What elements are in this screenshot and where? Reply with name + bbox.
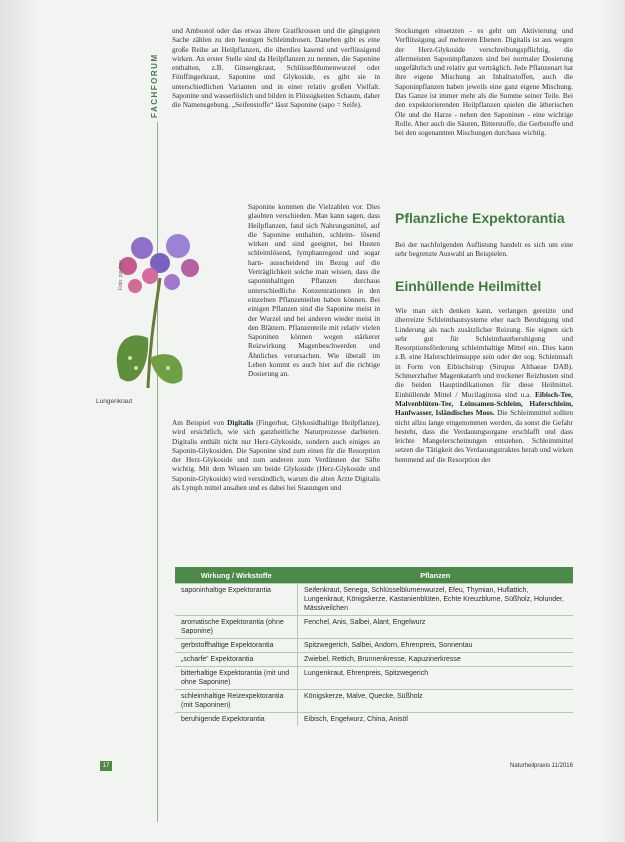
table-row [175,713,573,727]
table-cell: gerbstoffhaltige Expektorantia [175,639,298,653]
table-cell: Eibisch, Engelwurz, China, Anisöl [298,713,574,727]
text-run: (Fingerhut, Glykosidhaltige Heilpflanze), wird ersichtlich, wie sich ganzheitliche Naturprozesse darbieten. Digitalis enthält nicht nur Herz-Glykoside, sondern auch einiges an Saponin-Glykosiden. Die Saponine sind zum einen für die Resorption der Herz-Glykoside und zum anderen zum Verdünnen der Säfte wichtig. Mit dem Wissen um beide Glykoside (Herz-Glykoside und Saponin-Glykoside) wird verständlich, warum die alten Ärzte Digitalis als Lymph mittel ansahen und es dabei bei Stauungen und [172,418,380,493]
table-cell: Lungenkraut, Ehrenpreis, Spitzwegerich [298,667,574,690]
table-row [175,584,573,616]
section-label: FACHFORUM [150,53,159,118]
left-column-top [172,26,380,118]
table-cell: „scharfe“ Expektorantia [175,653,298,667]
bold-term: Digitalis [227,418,254,427]
table-row [175,616,573,639]
left-column-bottom [172,418,380,500]
table-cell: schleimhaltige Reizexpektorantia (mit Saponinen) [175,690,298,713]
expektorantia-table [175,567,573,726]
table-cell: Zwiebel, Rettich, Brunnenkresse, Kapuzinerkresse [298,653,574,667]
paragraph: Saponine kommen die Vielzahlen vor. Dies glaubten verschieden. Man kann sagen, dass Heilpflanzen, fand sich Nahrungsmittel, auf die Saponine enthalten, schleim- lösend wirken und sind geeignet, bei Husten schleimlösend, lymphanregend und sogar harn- ausscheidend im Bezug auf die Verträglichkeit solche man wissen, dass die saponinhaltigen Pflanzen durchaus unterschiedliche Konzentrationen in den einzelnen Pflanzenteilen haben können. Bei einigen Pflanzen sind die Saponine meist in der Wurzel und bei anderen wieder meist in den Blättern. Pflanzenteile mit relativ vielen Saponinen können wegen stärkerer Reizwirkung Magenbeschwerden und Ähnliches verursachen. Wie überall im Leben kommt es auch hier auf die richtige Dosierung an. [248,202,380,379]
table-row [175,690,573,713]
table-cell: beruhigende Expektorantia [175,713,298,727]
text-run: Am Beispiel von [172,418,228,427]
right-column-heil [395,306,573,472]
text-run: Die Schleimmittel sollten nicht allzu lange eingenommen werden, da sonst die Gefahr besteht, dass die Verdauungsorgane erschlafft und dass leichte Mangelerscheinungen entstehen. Schleimmittel setzen die Tätigkeit des Verdauungstraktes herab und wirken hemmend auf die Resorption der [395,408,573,464]
table-row [175,639,573,653]
bold-term: Eibisch-Tee, Malvenblüten-Tee, Leinsamen-Schleim, Haferschleim, Hanfwasser, Isländisches Moos. [395,389,573,418]
left-column-mid [248,202,380,387]
table-cell: aromatische Expektorantia (ohne Saponine) [175,616,298,639]
table-row [175,667,573,690]
table-cell: Fenchel, Anis, Salbei, Alant, Engelwurz [298,616,574,639]
heading-expektorantia: Pflanzliche Expektorantia [395,210,565,226]
paragraph [395,306,573,464]
table-header: Wirkung / Wirkstoffe [175,567,298,584]
photo-credit: Foto: pixabay [118,260,124,291]
table-cell: Spitzwegerich, Salbei, Andorn, Ehrenpreis, Sonnentau [298,639,574,653]
table-row [175,653,573,667]
paragraph: Bei der nachfolgenden Auflistung handelt es sich um eine sehr begrenzte Auswahl an Beispielen. [395,240,573,259]
page-number: 17 [100,761,112,771]
paragraph: Stockungen einsetzten - es geht um Aktivierung und Verflüssigung auf mehreren Ebenen. Digitalis ist aus wegen der Herz-Glykoside verschreibungspflichtig, die allermeisten Saponinpflanzen sind bei normaler Dosierung ungefährlich und relativ gut verträglich. Jede Pflanzenart hat ihre eigene Mischung an Inhaltsstoffen, auch die Saponinpflanzen haben jeweils eine ganz eigene Mischung. Das Ganze ist immer mehr als die Summe seiner Teile. Bei den expektorierenden Heilpflanzen spielen die ätherischen Öle und die Harze - neben den Saponinen - eine wichtige Rolle. Aber auch die Säuren, Bitterstoffe, die Gerbstoffe und bei den sogenannten Mischungen durchaus wichtig. [395,26,573,138]
footer-magazine: Naturheilpraxis 11/2016 [510,763,573,769]
right-column-top [395,26,573,146]
table-header: Pflanzen [298,567,574,584]
paragraph: und Ambostol oder das etwas ältere Gratfkrossen und die gängigsten Sache zählen zu den heutigen Schleimdrosen. Daneben gibt es eine große Reihe an Heilpflanzen, die überdies kasend und verflüssigend wirken. An erster Stelle sind da Heilpflanzen zu nennen, die Saponine enthalten, z.B. Ginsengkraut, Schlüsselblumenwurzel oder Fünffingerkraut, Saponine und Glykoside, es gibt sie in unterschiedlichen Varianten und in einer relativ großen Vielfalt. Saponine und wasserlöslich und bilden in Flüssigkeiten Schaum, daher die Namensgebung. „Seifenstoffe“ lässt Saponine (sapo = Seife). [172,26,380,110]
heading-heilmittel: Einhüllende Heilmittel [395,278,542,294]
right-column-expekt [395,240,573,267]
table-header-row [175,567,573,584]
table-cell: Königskerze, Malve, Quecke, Süßholz [298,690,574,713]
photo-caption: Lungenkraut [96,398,133,405]
paragraph [172,418,380,492]
text-run: Wie man sich denken kann, verlangen gereizte und überreizte Schleimhautsysteme eher nach Beruhigung und Linderung als nach zusätzlicher Reizung. Sie eignen sich sehr gut für Schleimhautberuhigung und Resorptionsförderung schleimhaltige Mittel ein. Dies kann z.B. eine Haferschleimsuppe sein oder der sog. Schleimsaft in Form von Eibischsirup (Sirupus Althaeae DAB). Schmerzhafter Magenkatarrh und trockener Reizhusten sind die beiden Hauptindikationen für diese Heilmittel. Einhüllende Mittel / Mucilaginosa sind u.a. [395,306,573,399]
table-cell: saponinhaltige Expektorantia [175,584,298,616]
table-cell: Seifenkraut, Senega, Schlüsselblumenwurzel, Efeu, Thymian, Huflattich, Lungenkraut, Königskerze, Kastanienblüten, Echte Kreuzblume, Süßholz, Holunder, Mässiveilchen [298,584,574,616]
lungwort-photo [90,218,240,393]
table-cell: bitterhaltige Expektorantia (mit und ohne Saponine) [175,667,298,690]
